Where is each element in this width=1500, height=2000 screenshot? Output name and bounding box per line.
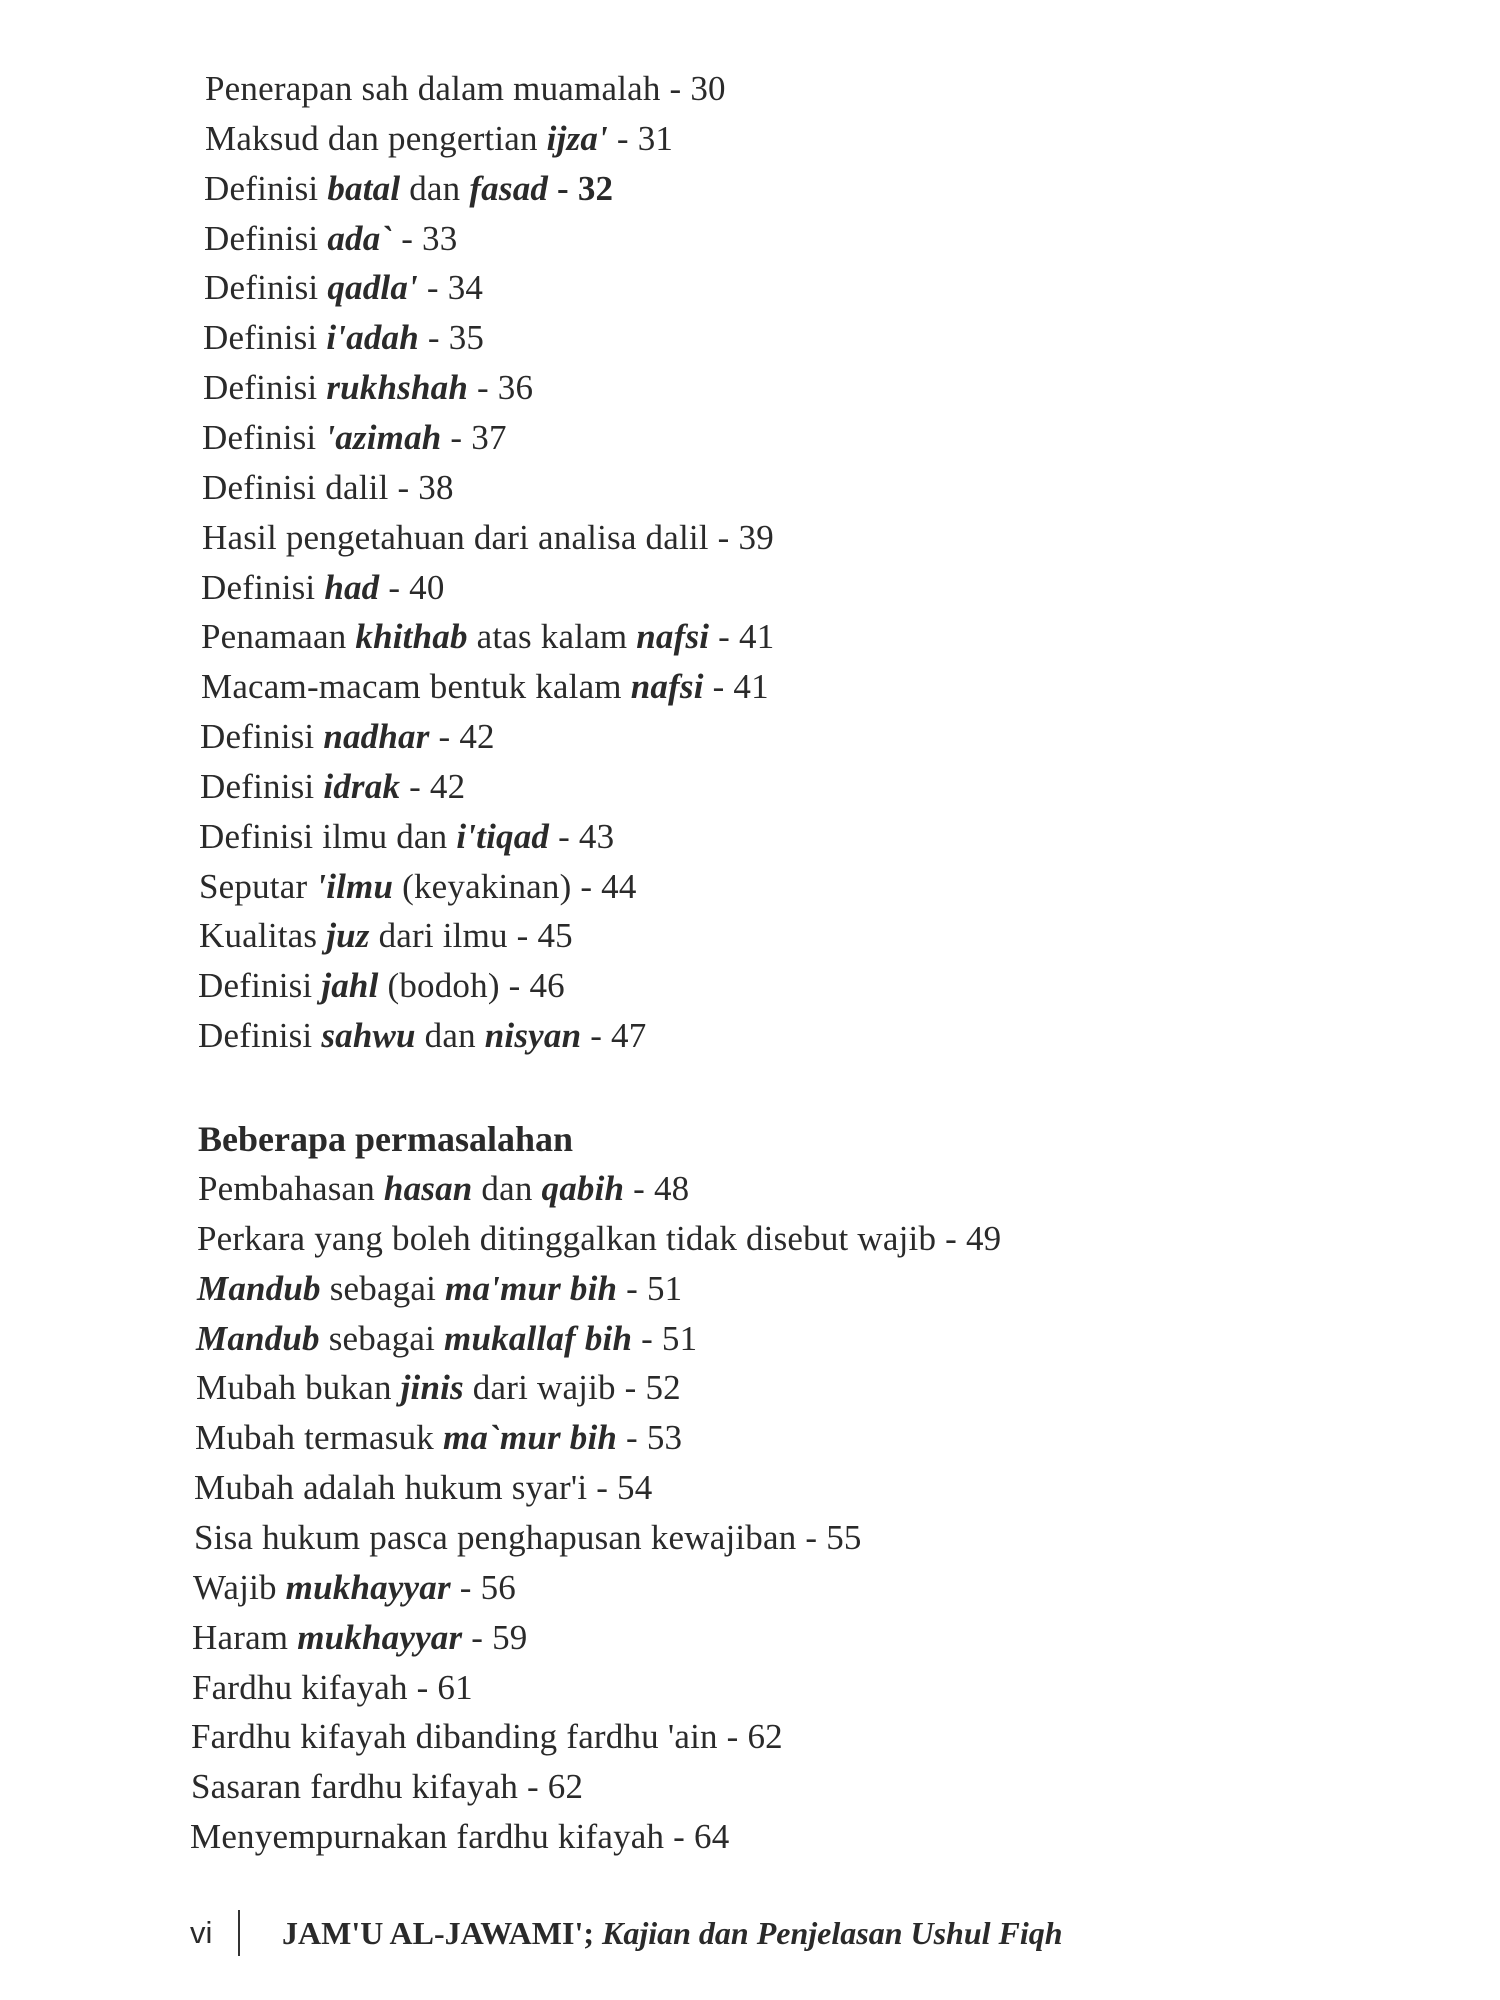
toc-entry-text: Macam-macam bentuk kalam xyxy=(201,667,631,707)
toc-entry-text: Definisi xyxy=(203,368,327,408)
toc-entry xyxy=(200,716,495,758)
toc-entry-text: sebagai xyxy=(320,1268,446,1308)
toc-entry xyxy=(192,1617,528,1659)
toc-entry xyxy=(198,1015,646,1057)
toc-entry-term: Mandub xyxy=(197,1268,321,1308)
toc-entry-term: khithab xyxy=(355,617,468,657)
toc-entry-text: sebagai xyxy=(319,1318,445,1358)
toc-entry-text: - 41 xyxy=(703,667,769,707)
toc-entry-text: Perkara yang boleh ditinggalkan tidak disebut wajib - 49 xyxy=(197,1218,1002,1258)
page-footer xyxy=(190,1908,1290,1958)
toc-entry-text: Definisi xyxy=(200,766,324,806)
toc-entry-text: Penerapan sah dalam muamalah - 30 xyxy=(205,69,726,108)
toc-entry-text: - 31 xyxy=(607,118,674,158)
toc-entry xyxy=(196,1367,681,1409)
toc-entry-term: nafsi xyxy=(630,667,704,707)
toc-entry-term: nisyan xyxy=(484,1016,582,1056)
toc-entry xyxy=(199,866,637,908)
toc-entry-text: Haram xyxy=(192,1617,298,1657)
toc-entry xyxy=(205,68,726,110)
toc-entry xyxy=(204,218,457,260)
toc-entry xyxy=(204,267,483,309)
toc-entry-text: Mubah bukan xyxy=(196,1368,401,1408)
toc-entry-text: Penamaan xyxy=(201,617,356,657)
toc-entry-term: i'tiqad xyxy=(456,816,550,856)
toc-entry xyxy=(199,915,573,957)
toc-entry-text: Sisa hukum pasca penghapusan kewajiban - 55 xyxy=(194,1517,862,1557)
toc-entry-text: Kualitas xyxy=(199,916,327,956)
toc-entry xyxy=(201,666,769,708)
toc-entry-term: 'azimah xyxy=(325,417,442,457)
toc-entry-text: Definisi xyxy=(204,268,328,308)
toc-entry-text: - 43 xyxy=(549,816,615,856)
toc-entry xyxy=(196,1318,697,1360)
toc-entry-term: batal xyxy=(327,168,401,208)
running-title xyxy=(282,1908,1063,1958)
toc-entry xyxy=(205,118,673,160)
toc-entry-text: - 34 xyxy=(417,268,484,308)
toc-entry-term: qabih xyxy=(541,1169,625,1208)
toc-entry-text: dari ilmu - 45 xyxy=(369,916,573,956)
toc-entry-term: had xyxy=(324,567,380,607)
toc-entry-text: - 51 xyxy=(632,1318,698,1358)
toc-entry-text: Definisi xyxy=(201,567,325,607)
toc-entry-text: - 59 xyxy=(462,1617,528,1657)
toc-entry-term: qadla' xyxy=(327,268,418,308)
toc-entry-text: - 41 xyxy=(709,617,775,657)
toc-entry-text: Definisi dalil - 38 xyxy=(202,467,454,507)
toc-entry-text: - 37 xyxy=(441,417,507,457)
toc-entry-text: - 36 xyxy=(468,368,534,408)
toc-entry-text: Definisi xyxy=(204,168,328,208)
toc-entry-text: - 42 xyxy=(429,717,495,757)
toc-entry-term: ma'mur bih xyxy=(445,1268,618,1308)
toc-entry-text: - 32 xyxy=(548,168,614,208)
toc-entry-text: - 48 xyxy=(624,1169,690,1208)
page-number: vi xyxy=(190,1915,213,1950)
toc-entry-text: Seputar xyxy=(199,866,317,906)
toc-entry-text: Pembahasan xyxy=(198,1169,384,1208)
toc-entry-text: atas kalam xyxy=(467,617,637,657)
toc-entry-text: - 47 xyxy=(581,1016,647,1056)
toc-entry-term: nafsi xyxy=(636,617,710,657)
toc-entry-text: dan xyxy=(415,1016,485,1056)
toc-entry-text: Mubah adalah hukum syar'i - 54 xyxy=(194,1468,653,1508)
toc-entry-text: Sasaran fardhu kifayah - 62 xyxy=(191,1767,584,1807)
toc-entry xyxy=(198,965,565,1007)
toc-entry-term: jahl xyxy=(321,966,379,1006)
toc-entry-term: hasan xyxy=(383,1169,473,1208)
toc-entry-term: mukhayyar xyxy=(285,1567,451,1607)
toc-entry-text: dari wajib - 52 xyxy=(463,1368,681,1408)
toc-entry-text: dan xyxy=(400,168,470,208)
toc-entry-text: - 56 xyxy=(450,1567,516,1607)
toc-entry-term: i'adah xyxy=(326,318,419,358)
toc-entry xyxy=(204,168,613,210)
toc-entry-term: ijza' xyxy=(546,118,608,158)
toc-entry-text: dan xyxy=(472,1169,542,1208)
toc-entry xyxy=(201,567,445,609)
book-subtitle: Kajian dan Penjelasan Ushul Fiqh xyxy=(601,1915,1063,1951)
toc-entry xyxy=(203,367,533,409)
toc-entry-term: ma`mur bih xyxy=(442,1418,618,1458)
toc-entry xyxy=(191,1716,783,1758)
toc-entry-term: Mandub xyxy=(196,1318,320,1358)
toc-entry-term: ada` xyxy=(327,218,393,258)
toc-entry-term: sahwu xyxy=(321,1016,416,1056)
toc-entry xyxy=(197,1218,1001,1260)
toc-entry-text: - 33 xyxy=(392,218,458,258)
toc-entry-text: (bodoh) - 46 xyxy=(378,966,565,1006)
toc-entry-text: (keyakinan) - 44 xyxy=(393,866,637,906)
toc-entry-text: Definisi xyxy=(203,318,327,358)
book-title: JAM'U AL-JAWAMI'; xyxy=(282,1915,594,1951)
toc-entry xyxy=(197,1268,682,1310)
toc-entry-text: Definisi xyxy=(198,1016,322,1056)
toc-entry-text: Mubah termasuk xyxy=(195,1418,443,1458)
toc-entry-text: Definisi xyxy=(198,966,322,1006)
toc-entry-text: Menyempurnakan fardhu kifayah - 64 xyxy=(190,1817,730,1857)
toc-entry-text: Wajib xyxy=(193,1567,286,1607)
toc-entry-term: idrak xyxy=(323,766,401,806)
toc-entry xyxy=(203,317,484,359)
toc-entry-term: mukhayyar xyxy=(297,1617,463,1657)
toc-entry-term: fasad xyxy=(469,168,549,208)
toc-entry xyxy=(194,1517,862,1559)
toc-entry xyxy=(198,1168,689,1210)
toc-entry-text: - 53 xyxy=(617,1418,683,1458)
toc-entry-text: Fardhu kifayah dibanding fardhu 'ain - 62 xyxy=(191,1717,783,1757)
footer-divider xyxy=(238,1910,240,1956)
toc-entry-text: - 35 xyxy=(418,318,485,358)
toc-entry xyxy=(191,1766,583,1808)
toc-entry xyxy=(201,616,774,658)
section-heading: Beberapa permasalahan xyxy=(198,1119,574,1159)
toc-entry-text: - 51 xyxy=(617,1268,683,1308)
toc-entry xyxy=(200,766,465,808)
toc-entry-term: nadhar xyxy=(323,717,430,757)
toc-entry-term: rukhshah xyxy=(326,368,469,408)
toc-entry xyxy=(195,1417,682,1459)
toc-entry-term: juz xyxy=(326,916,370,956)
toc-entry xyxy=(190,1816,729,1858)
toc-entry-text: Definisi xyxy=(200,717,324,757)
toc-entry-text: - 42 xyxy=(400,766,466,806)
toc-entry-term: jinis xyxy=(400,1368,464,1408)
toc-entry-text: Definisi xyxy=(204,218,328,258)
toc-entry xyxy=(202,417,507,459)
toc-entry-term: 'ilmu xyxy=(316,866,394,906)
toc-entry-text: Definisi ilmu dan xyxy=(199,816,457,856)
toc-entry-term: mukallaf bih xyxy=(444,1318,633,1358)
toc-entry xyxy=(202,517,774,559)
toc-entry-text: Fardhu kifayah - 61 xyxy=(192,1667,473,1707)
toc-entry xyxy=(193,1567,516,1609)
toc-entry xyxy=(199,816,614,858)
toc-entry xyxy=(194,1467,652,1509)
toc-entry-text: Maksud dan pengertian xyxy=(205,118,547,158)
toc-entry-text: Hasil pengetahuan dari analisa dalil - 39 xyxy=(202,517,774,557)
toc-entry-text: - 40 xyxy=(379,567,445,607)
toc-entry-text: Definisi xyxy=(202,417,326,457)
toc-entry xyxy=(192,1667,473,1709)
toc-entry xyxy=(202,467,454,509)
